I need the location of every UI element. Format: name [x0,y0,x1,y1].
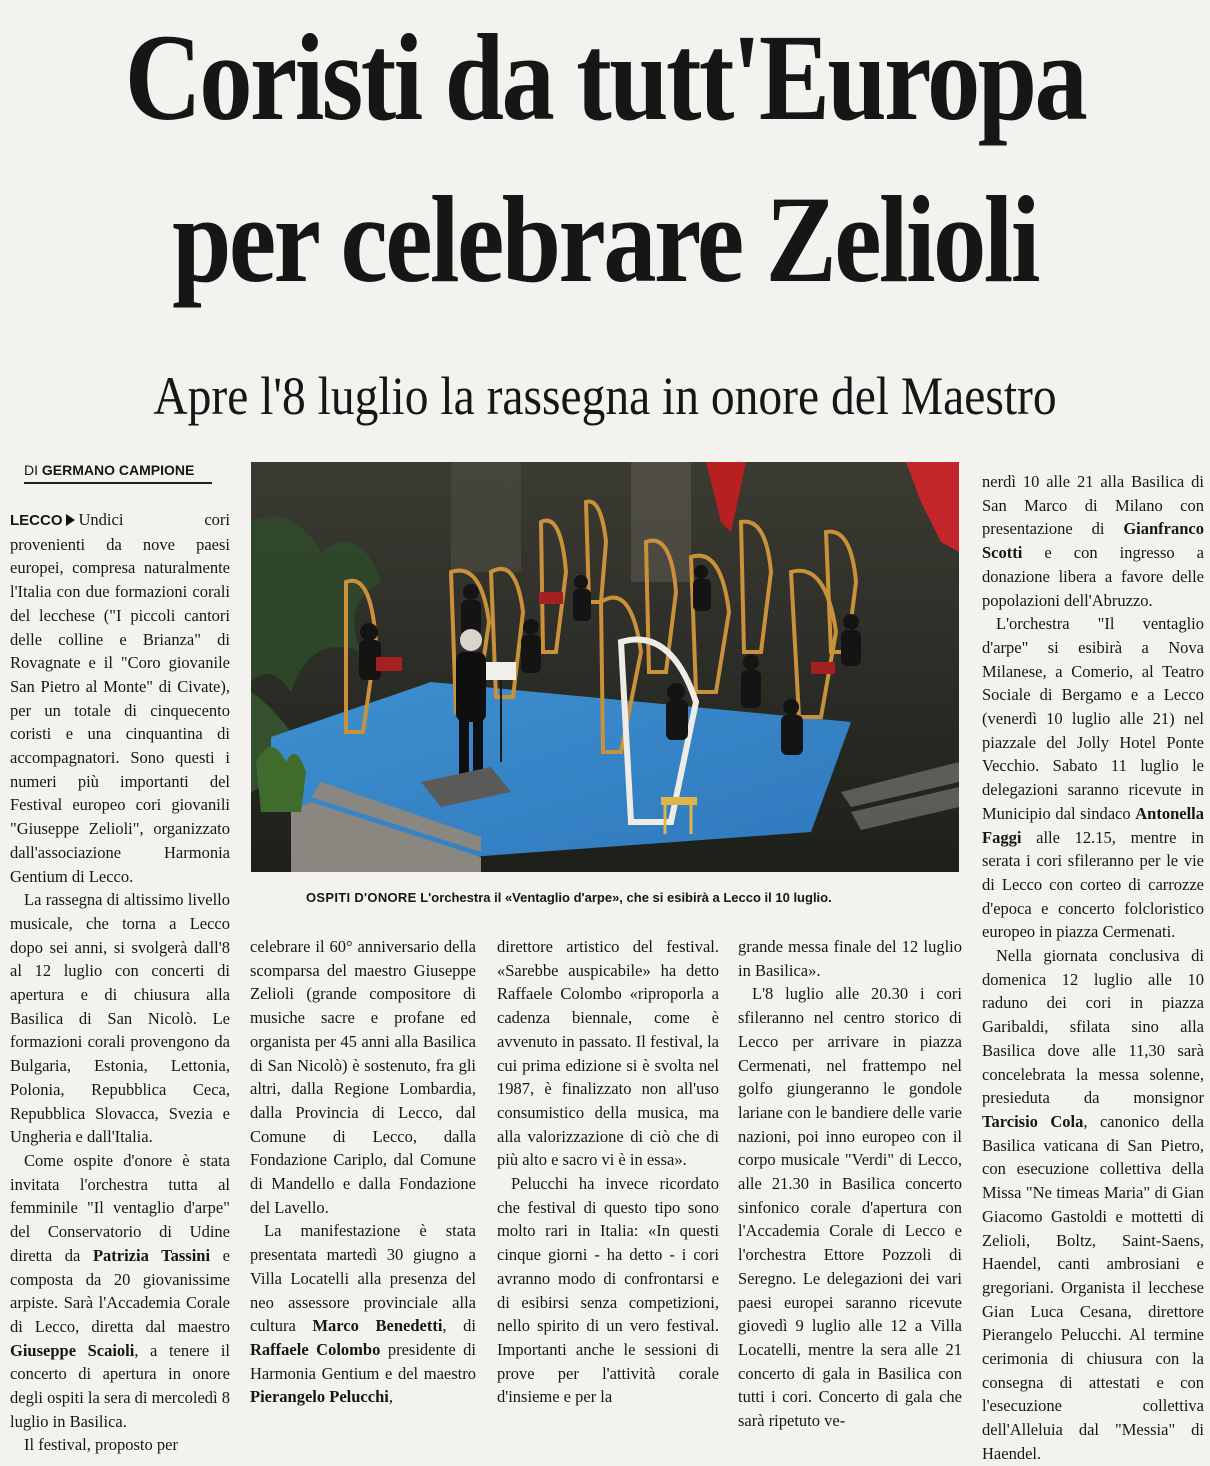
paragraph [982,470,1204,612]
article-column-4 [738,935,962,1433]
byline-prefix: DI [24,462,38,478]
subheadline: Apre l'8 luglio la rassegna in onore del Maestro [153,366,1057,426]
photo-illustration [251,462,959,872]
article-column-2 [250,935,476,1409]
paragraph-text: La manifestazione è stata presentata martedì 30 giugno a Villa Locatelli alla presenza del neo assessore provinciale alla cultura [250,1221,476,1336]
paragraph [250,1219,476,1409]
harp-orchestra-photo [251,462,959,872]
headline-line-2: per celebrare Zelioli [172,171,1038,308]
paragraph-text: Nella giornata conclusiva di domenica 12 luglio alle 10 raduno dei cori in piazza Garibaldi, sfilata sino alla Basilica dove alle 11,30 sarà concelebrata la messa solenne, presieduta da monsignor [982,946,1204,1108]
photo-caption [306,890,946,905]
paragraph-text: alle 12.15, mentre in serata i cori sfileranno per le vie di Lecco con corteo di carrozze d'epoca e concerto folcloristico europeo in piazza Cermenati. [982,827,1204,942]
paragraph-text: e composta da 20 giovanissime arpiste. Sarà l'Accademia Corale di Lecco, diretta dal maestro [10,1245,230,1336]
byline [24,462,212,484]
headline-line-1: Coristi da tutt'Europa [124,9,1086,146]
dateline-arrow-icon [66,514,75,526]
paragraph-text: , canonico della Basilica vaticana di San Pietro, con esecuzione collettiva della Missa "Ne timeas Maria" di Gian Giacomo Gastoldi e mottetti di Zelioli, Boltz, Saint-Saens, Haendel, canti ambrosiani e gregoriani. Organista il lecchese Gian Luca Cesana, direttore Pierangelo Pelucchi. Al termine cerimonia di chiusura con la consegna di attestati e con l'esecuzione collettiva dell'Alleluia dal "Messia" di Haendel. [982,1111,1204,1463]
paragraph-text: presidente di Harmonia Gentium e del maestro [250,1339,476,1383]
paragraph [982,612,1204,944]
article-column-5 [982,470,1204,1466]
person-name: Raffaele Colombo [250,1339,381,1359]
paragraph-text: Come ospite d'onore è stata invitata l'orchestra tutta al femminile "Il ventaglio d'arpe" del Conservatorio di Udine diretta da [10,1150,230,1265]
caption-lead: OSPITI D'ONORE [306,890,417,905]
paragraph-text: L'orchestra "Il ventaglio d'arpe" si esibirà a Nova Milanese, a Comerio, al Teatro Sociale di Bergamo e a Lecco (venerdì 10 luglio alle 21) nel piazzale del Jolly Hotel Ponte Vecchio. Sabato 11 luglio le delegazioni saranno ricevute in Municipio dal sindaco [982,614,1204,823]
person-name: Giuseppe Scaioli [10,1340,135,1360]
person-name: Gianfranco Scotti [982,519,1204,563]
paragraph [10,1149,230,1433]
person-name: Pierangelo Pelucchi [250,1387,389,1407]
article-column-3 [497,935,719,1409]
paragraph-text: nerdì 10 alle 21 alla Basilica di San Marco di Milano con presentazione di [982,472,1204,539]
paragraph: L'8 luglio alle 20.30 i cori sfileranno nel centro storico di Lecco per arrivare in piazza Cermenati, nel frattempo nel golfo giungeranno le gondole lariane con le bandiere delle varie nazioni, poi inno europeo con il corpo musicale "Verdi" di Lecco, alle 21.30 in Basilica concerto sinfonico corale d'apertura con l'Accademia Corale di Lecco e l'orchestra Ettore Pozzoli di Seregno. Le delegazioni dei vari paesi europei saranno ricevute giovedì 9 luglio alle 12 a Villa Locatelli, mentre la sera alle 21 concerto di gala in Basilica con tutti i cori. Concerto di gala che sarà ripetuto ve- [738,984,962,1431]
paragraph-text: , di [442,1316,477,1336]
paragraph-text: , [388,1387,393,1407]
paragraph: Pelucchi ha invece ricordato che festival di questo tipo sono molto rari in Italia: «In questi cinque giorni - ha detto - i cori avranno modo di confrontarsi e di esibirsi senza competizioni, nello spirito di un vero festival. Importanti anche le sessioni di prove per l'attività corale d'insieme e per la [497,1174,719,1407]
paragraph-text: e con ingresso a donazione libera a favore delle popolazioni dell'Abruzzo. [982,543,1205,610]
paragraph: grande messa finale del 12 luglio in Basilica». [738,937,962,980]
article-column-1 [10,508,230,1457]
paragraph [982,944,1204,1465]
person-name: Patrizia Tassini [92,1245,211,1265]
paragraph: La rassegna di altissimo livello musicale, che torna a Lecco dopo sei anni, si svolgerà dall'8 al 12 luglio con concerti di apertura e di chiusura alla Basilica di San Nicolò. Le formazioni corali provengono da Bulgaria, Estonia, Lettonia, Polonia, Repubblica Ceca, Repubblica Slovacca, Svezia e Ungheria e dall'Italia. [10,890,230,1147]
caption-text: L'orchestra il «Ventaglio d'arpe», che si esibirà a Lecco il 10 luglio. [420,890,832,905]
person-name: Tarcisio Cola [982,1111,1084,1131]
person-name: Marco Benedetti [312,1316,443,1336]
paragraph-text: Undici cori provenienti da nove paesi europei, compresa naturalmente l'Italia con due formazioni corali del lecchese ("I piccoli cantori delle colline e Brianza" di Rovagnate e il "Coro giovanile San Pietro al Monte" di Civate), per un totale di cinquecento coristi e una cinquantina di accompagnatori. Sono questi i numeri più importanti del Festival europeo cori giovanili "Giuseppe Zelioli", organizzato dall'associazione Harmonia Gentium di Lecco. [10,510,230,886]
paragraph: celebrare il 60° anniversario della scomparsa del maestro Giuseppe Zelioli (grande compositore di musiche sacre e profane ed organista per 45 anni alla Basilica di San Nicolò) è sostenuto, fra gli altri, dalla Regione Lombardia, dalla Provincia di Lecco, dal Comune di Lecco, dalla Fondazione Cariplo, dal Comune di Mandello e dalla Fondazione del Lavello. [250,937,476,1217]
byline-author: GERMANO CAMPIONE [41,462,195,478]
paragraph-text: , a tenere il concerto di apertura in onore degli ospiti la sera di mercoledì 8 luglio in Basilica. [10,1340,230,1431]
paragraph: direttore artistico del festival. «Sarebbe auspicabile» ha detto Raffaele Colombo «riproporla a cadenza biennale, come è avvenuto in passato. Il festival, la cui prima edizione si è svolta nel 1987, è finalizzato non all'uso consumistico della musica, ma alla valorizzazione di ciò che di più alto e sacro vi è in essa». [497,937,719,1170]
paragraph [10,508,230,888]
person-name: Antonella Faggi [982,803,1204,847]
paragraph: Il festival, proposto per [24,1435,178,1455]
dateline: LECCO [10,512,63,529]
